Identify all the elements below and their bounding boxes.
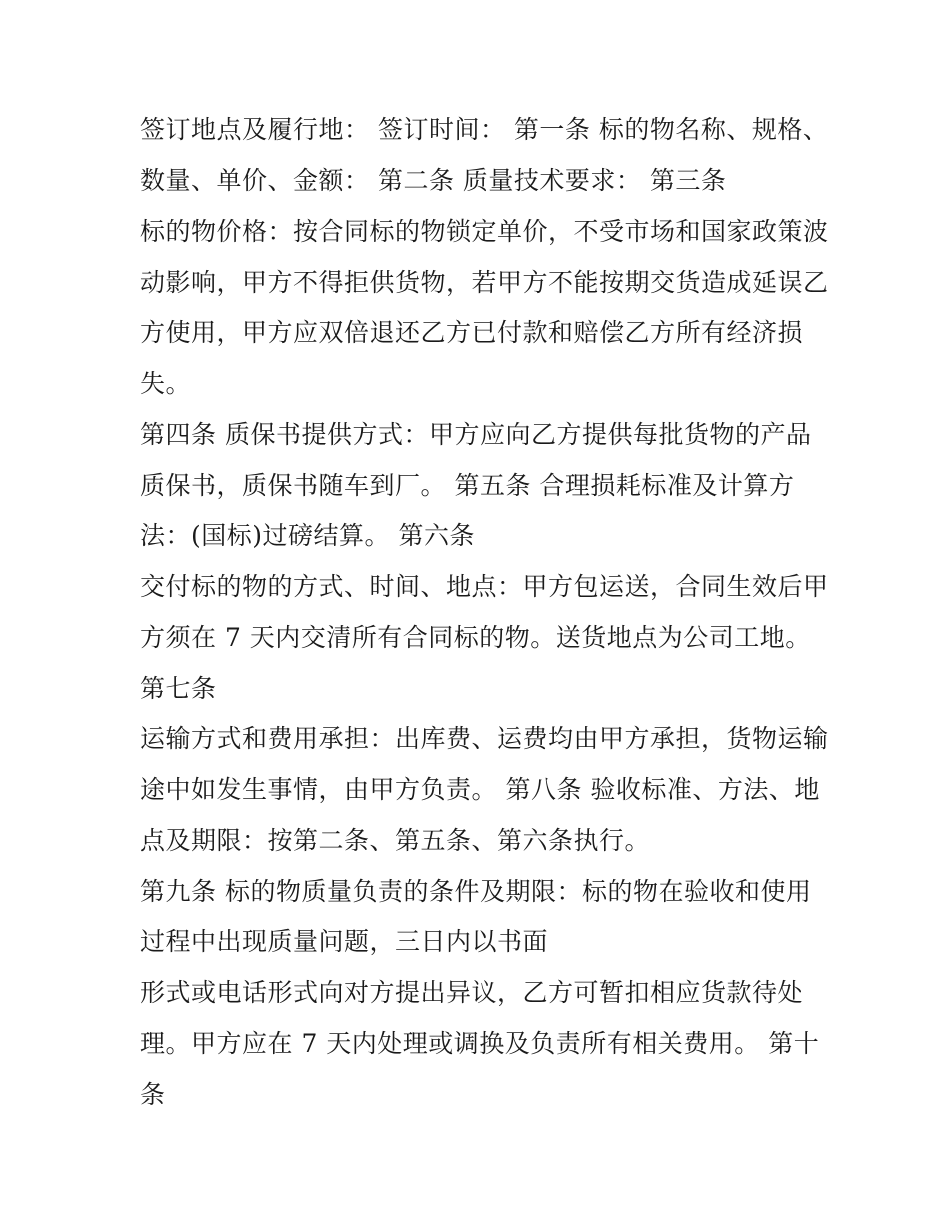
text-line: 途中如发生事情，由甲方负责。 第八条 验收标准、方法、地 xyxy=(140,775,820,804)
text-line: 失。 xyxy=(140,369,192,398)
text-line: 数量、单价、金额： 第二条 质量技术要求： 第三条 xyxy=(140,166,727,195)
text-line: 方须在 7 天内交清所有合同标的物。送货地点为公司工地。 xyxy=(140,623,811,652)
text-line: 交付标的物的方式、时间、地点：甲方包运送，合同生效后甲 xyxy=(140,572,829,601)
text-line: 法：(国标)过磅结算。 第六条 xyxy=(140,521,475,550)
text-line: 过程中出现质量问题，三日内以书面 xyxy=(140,927,549,956)
text-line: 理。甲方应在 7 天内处理或调换及负责所有相关费用。 第十 xyxy=(140,1029,820,1058)
text-line: 条 xyxy=(140,1080,166,1109)
text-line: 第七条 xyxy=(140,674,217,703)
text-line: 标的物价格：按合同标的物锁定单价，不受市场和国家政策波 xyxy=(140,217,829,246)
text-line: 第四条 质保书提供方式：甲方应向乙方提供每批货物的产品 xyxy=(140,420,812,449)
text-line: 运输方式和费用承担：出库费、运费均由甲方承担，货物运输 xyxy=(140,724,829,753)
text-line: 签订地点及履行地： 签订时间： 第一条 标的物名称、规格、 xyxy=(140,115,829,144)
text-line: 质保书，质保书随车到厂。 第五条 合理损耗标准及计算方 xyxy=(140,471,795,500)
text-line: 动影响，甲方不得拒供货物，若甲方不能按期交货造成延误乙 xyxy=(140,268,829,297)
text-line: 第九条 标的物质量负责的条件及期限：标的物在验收和使用 xyxy=(140,877,812,906)
text-line: 点及期限：按第二条、第五条、第六条执行。 xyxy=(140,826,651,855)
text-line: 形式或电话形式向对方提出异议，乙方可暂扣相应货款待处 xyxy=(140,978,804,1007)
text-line: 方使用，甲方应双倍退还乙方已付款和赔偿乙方所有经济损 xyxy=(140,318,804,347)
